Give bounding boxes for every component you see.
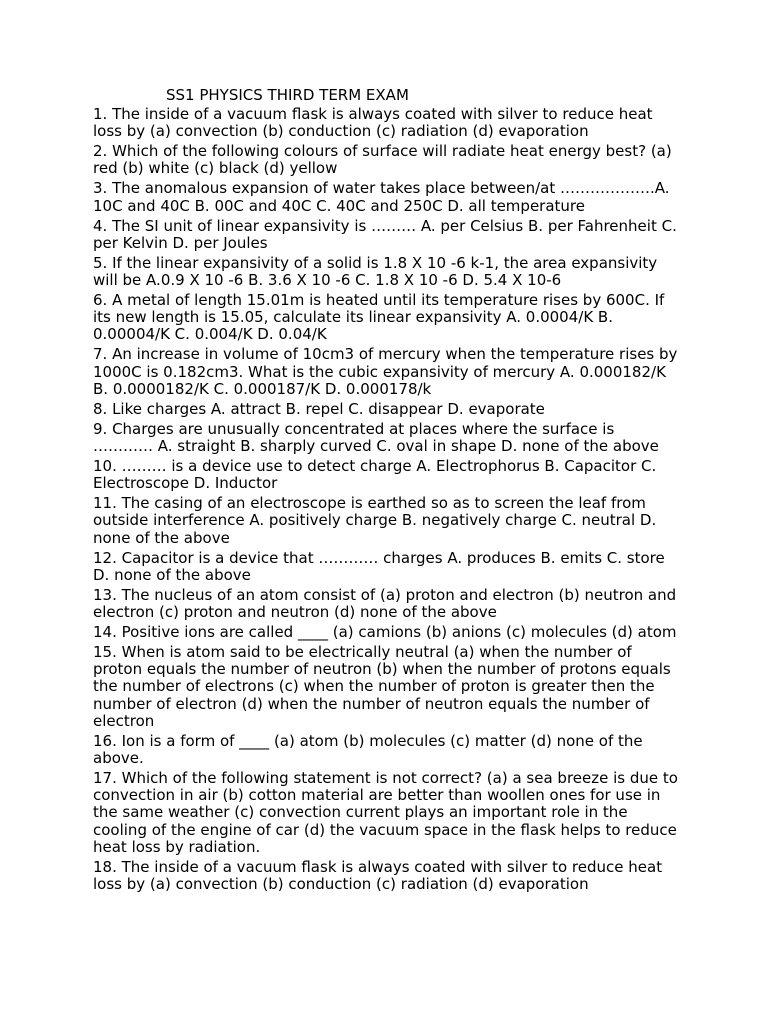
- question-9: 9. Charges are unusually concentrated at places where the surface is ………… A. straight B. sharply curved C. oval in shape D. none of the above: [93, 419, 659, 456]
- question-1: 1. The inside of a vacuum flask is always coated with silver to reduce heat loss by (a) convection (b) conduction (c) radiation (d) evaporation: [93, 105, 653, 141]
- question-14: 14. Positive ions are called ____ (a) camions (b) anions (c) molecules (d) atom: [93, 623, 677, 642]
- question-11: 11. The casing of an electroscope is earthed so as to screen the leaf from outside interference A. positively charge B. negatively charge C. neutral D. none of the above: [93, 494, 657, 547]
- question-4: 4. The SI unit of linear expansivity is ……… A. per Celsius B. per Fahrenheit C. per Kelvin D. per Joules: [93, 216, 677, 252]
- question-13: 13. The nucleus of an atom consist of (a) proton and electron (b) neutron and electron (c) proton and neutron (d) none of the above: [93, 585, 677, 622]
- question-8: 8. Like charges A. attract B. repel C. disappear D. evaporate: [93, 399, 545, 418]
- question-16: 16. Ion is a form of ____ (a) atom (b) molecules (c) matter (d) none of the above.: [93, 731, 643, 768]
- exam-title: SS1 PHYSICS THIRD TERM EXAM: [166, 86, 409, 104]
- question-list: [93, 106, 679, 896]
- question-2: 2. Which of the following colours of surface will radiate heat energy best? (a) red (b) white (c) black (d) yellow: [93, 142, 672, 178]
- question-12: 12. Capacitor is a device that ………… charges A. produces B. emits C. store D. none of the above: [93, 548, 665, 584]
- question-18: 18. The inside of a vacuum flask is always coated with silver to reduce heat loss by (a) convection (b) conduction (c) radiation (d) evaporation: [93, 857, 663, 894]
- question-7: 7. An increase in volume of 10cm3 of mercury when the temperature rises by 1000C is 0.182cm3. What is the cubic expansivity of mercury A. 0.000182/K B. 0.0000182/K C. 0.000187/K D. 0.000178/k: [93, 345, 678, 398]
- question-3: 3. The anomalous expansion of water takes place between/at ……………….A. 10C and 40C B. 00C and 40C C. 40C and 250C D. all temperature: [93, 179, 670, 215]
- question-6: 6. A metal of length 15.01m is heated until its temperature rises by 600C. If its new length is 15.05, calculate its linear expansivity A. 0.0004/K B. 0.00004/K C. 0.004/K D. 0.04/K: [93, 291, 665, 344]
- question-10: 10. ……… is a device use to detect charge A. Electrophorus B. Capacitor C. Electroscope D. Inductor: [93, 457, 657, 493]
- question-5: 5. If the linear expansivity of a solid is 1.8 X 10 -6 k-1, the area expansivity will be A.0.9 X 10 -6 B. 3.6 X 10 -6 C. 1.8 X 10 -6 D. 5.4 X 10-6: [93, 253, 658, 290]
- question-17: 17. Which of the following statement is not correct? (a) a sea breeze is due to convection in air (b) cotton material are better than woollen ones for use in the same weather (c) convection current plays an important role in the cooling of the engine of car (d) the vacuum space in the flask helps to reduce heat loss by radiation.: [93, 769, 678, 856]
- question-15: 15. When is atom said to be electrically neutral (a) when the number of proton equals the number of neutron (b) when the number of protons equals the number of electrons (c) when the number of proton is greater then the number of electron (d) when the number of neutron equals the number of electron: [93, 643, 671, 730]
